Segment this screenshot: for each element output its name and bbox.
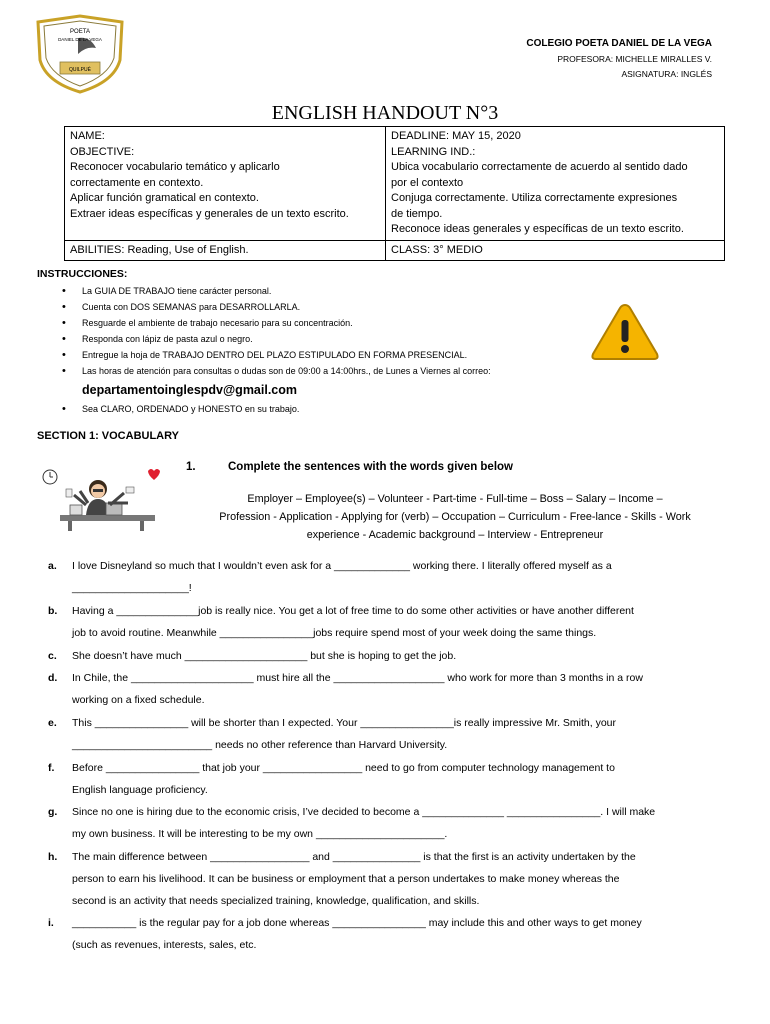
question-label: i. <box>48 917 54 929</box>
question-line: working on a fixed schedule. <box>72 694 205 706</box>
handout-title: ENGLISH HANDOUT N°3 <box>271 102 499 124</box>
objective-cell <box>65 127 386 241</box>
objective-line: Aplicar función gramatical en contexto. <box>70 192 259 204</box>
instruction-item: • Resguarde el ambiente de trabajo necesario para su concentración. <box>62 315 582 331</box>
school-name: COLEGIO POETA DANIEL DE LA VEGA <box>526 38 712 49</box>
logo-text-bottom: QUILPUÉ <box>69 67 91 73</box>
question-line: ____________________! <box>72 582 192 594</box>
question-line: ___________ is the regular pay for a job done whereas ________________ may include this and other ways to get money <box>72 917 642 929</box>
question-label: a. <box>48 560 57 572</box>
instruction-item: • Responda con lápiz de pasta azul o negro. <box>62 331 582 347</box>
question-line: Before ________________ that job your _________________ need to go from computer technology management to <box>72 762 615 774</box>
question-label: e. <box>48 717 57 729</box>
word-bank <box>190 490 720 544</box>
class-level: CLASS: 3° MEDIO <box>386 240 725 261</box>
exercise-number: 1. <box>186 461 196 473</box>
indicator-line: Ubica vocabulario correctamente de acuerdo al sentido dado <box>391 161 688 173</box>
question-line: Having a ______________job is really nice. You get a lot of free time to do some other activities or have another different <box>72 605 634 617</box>
instruction-item: • Entregue la hoja de TRABAJO DENTRO DEL PLAZO ESTIPULADO EN FORMA PRESENCIAL. <box>62 347 582 363</box>
question-line: person to earn his livelihood. It can be business or employment that a person undertakes to make money whereas the <box>72 873 620 885</box>
school-logo <box>34 14 126 94</box>
logo-text-top: POETA <box>70 29 90 35</box>
question-line: ________________________ needs no other reference than Harvard University. <box>72 739 448 751</box>
instructions-title: INSTRUCCIONES: <box>37 268 128 280</box>
question-label: c. <box>48 650 57 662</box>
question-label: g. <box>48 806 58 818</box>
question-line: (such as revenues, interests, sales, etc. <box>72 939 257 951</box>
teacher-name: PROFESORA: MICHELLE MIRALLES V. <box>557 54 712 64</box>
indicator-line: Conjuga correctamente. Utiliza correctamente expresiones <box>391 192 678 204</box>
question-label: h. <box>48 851 58 863</box>
instruction-item: • La GUIA DE TRABAJO tiene carácter personal. <box>62 283 582 299</box>
objective-line: Reconocer vocabulario temático y aplicarlo <box>70 161 280 173</box>
info-table <box>64 126 725 261</box>
question-line: second is an activity that needs specialized training, knowledge, qualification, and skills. <box>72 895 480 907</box>
question-line: She doesn’t have much _____________________ but she is hoping to get the job. <box>72 650 457 662</box>
instruction-item: • Las horas de atención para consultas o dudas son de 09:00 a 14:00hrs., de Lunes a Viernes al correo: <box>62 363 582 379</box>
word-bank-line: Employer – Employee(s) – Volunteer - Part-time - Full-time – Boss – Salary – Income – <box>247 493 663 505</box>
question-label: d. <box>48 672 58 684</box>
instructions-list <box>62 283 582 417</box>
question-line: my own business. It will be interesting to be my own ______________________. <box>72 828 448 840</box>
name-field: NAME: <box>70 130 105 142</box>
section-title: SECTION 1: VOCABULARY <box>37 430 179 442</box>
deadline: DEADLINE: MAY 15, 2020 <box>391 130 521 142</box>
indicator-line: Reconoce ideas generales y específicas de un texto escrito. <box>391 223 684 235</box>
word-bank-line: experience - Academic background – Interview - Entrepreneur <box>306 529 604 541</box>
instruction-item: • Cuenta con DOS SEMANAS para DESARROLLARLA. <box>62 299 582 315</box>
learning-ind-label: LEARNING IND.: <box>391 145 476 158</box>
word-bank-line: Profession - Application - Applying for (verb) – Occupation – Curriculum - Free-lance - Skills - Work <box>219 511 691 523</box>
exercise-title: Complete the sentences with the words given below <box>228 461 513 473</box>
question-line: Since no one is hiring due to the economic crisis, I’ve decided to become a ______________ ________________. I will make <box>72 806 656 818</box>
abilities: ABILITIES: Reading, Use of English. <box>65 240 386 261</box>
contact-email: departamentoinglespdv@gmail.com <box>82 383 298 397</box>
subject-name: ASIGNATURA: INGLÉS <box>621 69 712 79</box>
indicator-line: por el contexto <box>391 176 464 189</box>
question-label: f. <box>48 762 55 774</box>
indicator-line: de tiempo. <box>391 207 443 220</box>
question-line: English language proficiency. <box>72 784 208 796</box>
warning-icon <box>590 302 660 362</box>
question-label: b. <box>48 605 58 617</box>
logo-text-mid: DANIEL DE LA VEGA <box>58 37 102 42</box>
instruction-item: • Sea CLARO, ORDENADO y HONESTO en su trabajo. <box>62 401 582 417</box>
question-line: I love Disneyland so much that I wouldn’t even ask for a _____________ working there. I literally offered myself as a <box>72 560 612 572</box>
indicators-cell <box>386 127 725 241</box>
question-line: This ________________ will be shorter than I expected. Your ________________is really impressive Mr. Smith, your <box>72 717 617 729</box>
question-line: In Chile, the _____________________ must hire all the ___________________ who work for more than 3 months in a row <box>72 672 643 684</box>
objective-label: OBJECTIVE: <box>70 145 135 158</box>
question-line: job to avoid routine. Meanwhile ________________jobs require spend most of your week doing the same things. <box>72 627 597 639</box>
objective-line: Extraer ideas específicas y generales de un texto escrito. <box>70 207 349 220</box>
question-line: The main difference between _________________ and _______________ is that the first is an activity undertaken by the <box>72 851 636 863</box>
office-worker-clipart <box>40 463 165 533</box>
objective-line: correctamente en contexto. <box>70 176 204 189</box>
